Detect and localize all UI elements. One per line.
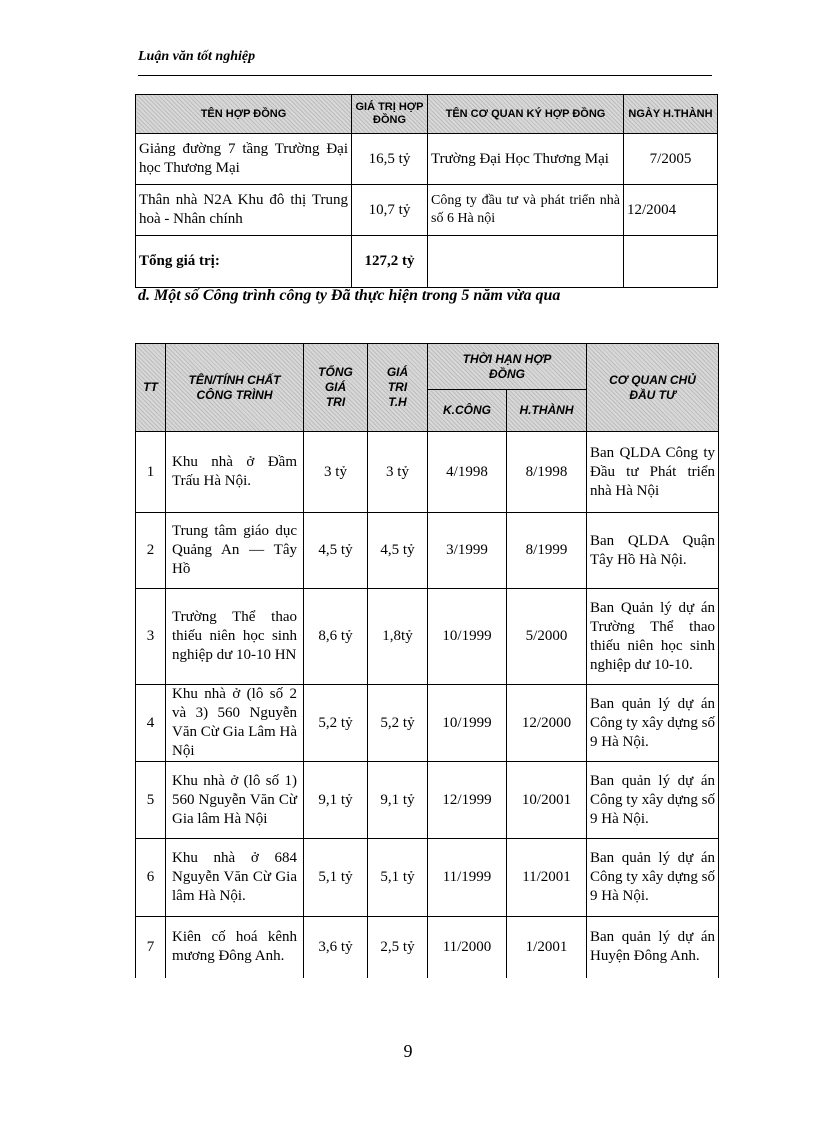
owner-agency-text: Ban quản lý dự án Huyện Đông Anh.	[590, 929, 715, 965]
total-value: 4,5 tỷ	[304, 513, 368, 589]
table-row	[136, 685, 719, 762]
total-value: 9,1 tỷ	[304, 762, 368, 839]
row-number: 7	[136, 917, 166, 978]
project-name: Trung tâm giáo dục Quảng An — Tây Hồ	[166, 513, 304, 589]
table-row	[136, 839, 719, 917]
col-header-completion-date: NGÀY H.THÀNH	[624, 95, 718, 134]
value-th: 4,5 tỷ	[368, 513, 428, 589]
value-th: 9,1 tỷ	[368, 762, 428, 839]
col-header-total-value: TỔNG GIÁ TRI	[304, 344, 368, 432]
value-th: 1,8tỷ	[368, 589, 428, 685]
owner-agency-text: Ban quản lý dự án Công ty xây dựng số 9 Hà Nội.	[590, 850, 715, 904]
start-date: 10/1999	[428, 589, 507, 685]
project-name: Khu nhà ở (lô số 2 và 3) 560 Nguyễn Văn Cừ Gia Lâm Hà Nội	[166, 685, 304, 762]
projects-table-header	[136, 344, 719, 390]
row-number: 6	[136, 839, 166, 917]
finish-date: 8/1999	[507, 513, 587, 589]
contract-name: Giảng đường 7 tầng Trường Đại học Thương Mại	[136, 134, 352, 185]
owner-agency-text: Ban Quản lý dự án Trường Thể thao thiếu niên học sinh nghiệp dư 10-10.	[590, 599, 715, 673]
total-value: 8,6 tỷ	[304, 589, 368, 685]
row-number: 1	[136, 432, 166, 513]
start-date: 3/1999	[428, 513, 507, 589]
contract-agency: Trường Đại Học Thương Mại	[428, 134, 624, 185]
total-value: 127,2 tỷ	[352, 236, 428, 288]
start-date: 11/2000	[428, 917, 507, 978]
contract-date: 7/2005	[624, 134, 718, 185]
start-date: 11/1999	[428, 839, 507, 917]
col-header-contract-value: GIÁ TRỊ HỢP ĐỒNG	[352, 95, 428, 134]
project-name: Khu nhà ở (lô số 1) 560 Nguyễn Văn Cừ Gia lâm Hà Nội	[166, 762, 304, 839]
col-header-project-name: TÊN/TÍNH CHẤT CÔNG TRÌNH	[166, 344, 304, 432]
start-date: 12/1999	[428, 762, 507, 839]
header-title: Luận văn tốt nghiệp	[138, 49, 256, 64]
owner-agency-text: Ban quản lý dự án Công ty xây dựng số 9 Hà Nội.	[590, 695, 715, 750]
finish-date: 10/2001	[507, 762, 587, 839]
col-header-start: K.CÔNG	[428, 390, 507, 432]
contract-value: 10,7 tỷ	[352, 185, 428, 236]
total-value: 3,6 tỷ	[304, 917, 368, 978]
contract-date: 12/2004	[624, 185, 718, 236]
col-header-deadline: THỜI HẠN HỢP ĐỒNG	[428, 344, 587, 390]
contracts-table-header	[136, 95, 718, 134]
start-date: 4/1998	[428, 432, 507, 513]
row-number: 4	[136, 685, 166, 762]
col-header-agency: TÊN CƠ QUAN KÝ HỢP ĐỒNG	[428, 95, 624, 134]
table-row	[136, 589, 719, 685]
owner-agency-text: Ban quản lý dự án Công ty xây dựng số 9 Hà Nội.	[590, 772, 715, 827]
finish-date: 1/2001	[507, 917, 587, 978]
empty-cell	[624, 236, 718, 288]
owner-agency	[587, 685, 719, 762]
total-value: 3 tỷ	[304, 432, 368, 513]
row-number: 5	[136, 762, 166, 839]
table-row	[136, 432, 719, 513]
owner-agency	[587, 432, 719, 513]
owner-agency	[587, 917, 719, 978]
total-row	[136, 236, 718, 288]
project-name: Khu nhà ở Đầm Trấu Hà Nội.	[166, 432, 304, 513]
start-date: 10/1999	[428, 685, 507, 762]
total-value: 5,2 tỷ	[304, 685, 368, 762]
section-heading: d. Một số Công trình công ty Đã thực hiện trong 5 năm vừa qua	[138, 287, 561, 304]
contract-value: 16,5 tỷ	[352, 134, 428, 185]
contract-name: Thân nhà N2A Khu đô thị Trung hoà - Nhân chính	[136, 185, 352, 236]
owner-agency-text: Ban QLDA Quận Tây Hồ Hà Nội.	[590, 532, 715, 568]
owner-agency	[587, 762, 719, 839]
row-number: 2	[136, 513, 166, 589]
contracts-table	[135, 94, 718, 288]
contract-agency: Công ty đầu tư và phát triển nhà số 6 Hà nội	[428, 185, 624, 236]
table-row	[136, 185, 718, 236]
project-name: Kiên cố hoá kênh mương Đông Anh.	[166, 917, 304, 978]
owner-agency	[587, 589, 719, 685]
value-th: 5,2 tỷ	[368, 685, 428, 762]
table-row	[136, 134, 718, 185]
value-th: 5,1 tỷ	[368, 839, 428, 917]
row-number: 3	[136, 589, 166, 685]
finish-date: 5/2000	[507, 589, 587, 685]
value-th: 3 tỷ	[368, 432, 428, 513]
header-rule	[138, 75, 712, 76]
owner-agency-text: Ban QLDA Công ty Đầu tư Phát triển nhà Hà Nội	[590, 444, 715, 499]
finish-date: 12/2000	[507, 685, 587, 762]
col-header-owner: CƠ QUAN CHỦ ĐẦU TƯ	[587, 344, 719, 432]
col-header-finish: H.THÀNH	[507, 390, 587, 432]
owner-agency	[587, 839, 719, 917]
col-header-value-th: GIÁ TRI T.H	[368, 344, 428, 432]
page-number: 9	[403, 1041, 413, 1061]
finish-date: 11/2001	[507, 839, 587, 917]
table-row	[136, 513, 719, 589]
empty-cell	[428, 236, 624, 288]
col-header-tt: TT	[136, 344, 166, 432]
project-name: Khu nhà ở 684 Nguyễn Văn Cừ Gia lâm Hà Nội.	[166, 839, 304, 917]
table-row	[136, 917, 719, 978]
col-header-contract-name: TÊN HỢP ĐỒNG	[136, 95, 352, 134]
owner-agency	[587, 513, 719, 589]
total-value: 5,1 tỷ	[304, 839, 368, 917]
total-label: Tổng giá trị:	[136, 236, 352, 288]
value-th: 2,5 tỷ	[368, 917, 428, 978]
project-name: Trường Thể thao thiếu niên học sinh nghiệp dư 10-10 HN	[166, 589, 304, 685]
projects-table	[135, 343, 719, 978]
finish-date: 8/1998	[507, 432, 587, 513]
table-row	[136, 762, 719, 839]
